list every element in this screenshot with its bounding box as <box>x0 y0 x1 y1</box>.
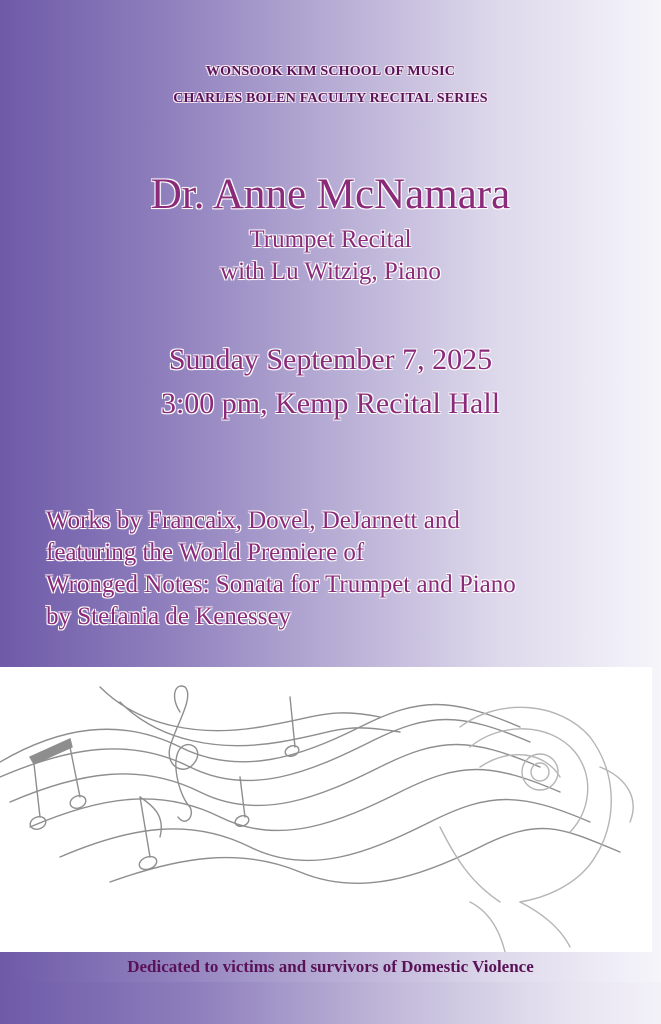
accompanist: with Lu Witzig, Piano <box>220 258 441 285</box>
recital-type: Trumpet Recital <box>249 226 412 253</box>
bottom-gradient-band <box>0 982 661 1024</box>
performer-name: Dr. Anne McNamara <box>150 171 511 218</box>
program-line: by Stefania de Kenessey <box>46 603 292 630</box>
program-list <box>46 505 656 633</box>
head-silhouette-illustration <box>440 707 633 952</box>
school-name: WONSOOK KIM SCHOOL OF MUSIC <box>205 64 456 79</box>
header-block <box>0 58 661 112</box>
music-illustration <box>0 667 652 952</box>
dedication-text: Dedicated to victims and survivors of Domestic Violence <box>127 957 534 976</box>
event-time-place: 3:00 pm, Kemp Recital Hall <box>160 387 501 420</box>
program-line: Wronged Notes: Sonata for Trumpet and Piano <box>46 571 516 598</box>
program-line: featuring the World Premiere of <box>46 539 365 566</box>
music-notes-illustration <box>0 667 652 952</box>
event-date: Sunday September 7, 2025 <box>168 343 493 376</box>
program-line: Works by Francaix, Dovel, DeJarnett and <box>46 507 460 534</box>
recital-series: CHARLES BOLEN FACULTY RECITAL SERIES <box>173 91 488 106</box>
event-details <box>0 338 661 426</box>
performer-details <box>0 224 661 288</box>
staff-waves-illustration <box>0 705 520 763</box>
